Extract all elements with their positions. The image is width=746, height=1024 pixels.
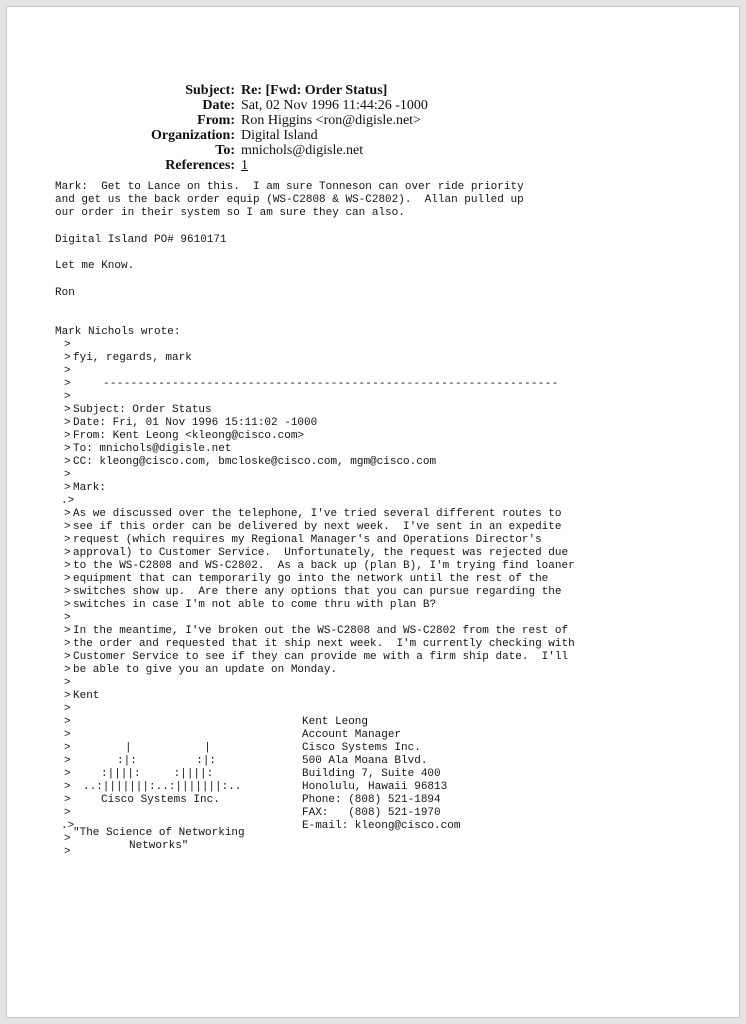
quote-marker: >	[64, 482, 71, 494]
quote-marker: >	[64, 833, 71, 845]
quote-marker: >	[64, 651, 71, 663]
quoted-body-line: switches show up. Are there any options that you can pursue regarding the	[73, 586, 562, 598]
quote-marker: >	[64, 417, 71, 429]
quote-marker: >	[64, 547, 71, 559]
po-line: Digital Island PO# 9610171	[55, 234, 227, 246]
quoted-body-line: to the WS-C2808 and WS-C2802. As a back up (plan B), I'm trying find loaner	[73, 560, 575, 572]
organization-label: Organization:	[151, 128, 235, 143]
quote-marker: .>	[61, 495, 75, 507]
quote-marker: >	[64, 729, 71, 741]
quote-marker: >	[64, 703, 71, 715]
subject-label: Subject:	[185, 83, 235, 98]
quoted-subject: Subject: Order Status	[73, 404, 212, 416]
tagline-line1: "The Science of Networking	[73, 827, 245, 839]
quoted-body-line: Customer Service to see if they can provide me with a firm ship date. I'll	[73, 651, 569, 663]
reply-signoff: Ron	[55, 287, 75, 299]
quote-marker: >	[64, 716, 71, 728]
reply-line: Mark: Get to Lance on this. I am sure Tonneson can over ride priority	[55, 181, 524, 193]
quote-marker: >	[64, 638, 71, 650]
quote-marker: >	[64, 339, 71, 351]
quote-marker: >	[64, 456, 71, 468]
reply-line: and get us the back order equip (WS-C2808 & WS-C2802). Allan pulled up	[55, 194, 524, 206]
quote-marker: .>	[61, 820, 75, 832]
document-page	[6, 6, 740, 1018]
references-link[interactable]: 1	[241, 158, 248, 173]
from-value: Ron Higgins <ron@digisle.net>	[241, 113, 421, 128]
cisco-logo-company: Cisco Systems Inc.	[101, 794, 220, 806]
quote-marker: >	[64, 521, 71, 533]
quoted-body-line: switches in case I'm not able to come thru with plan B?	[73, 599, 437, 611]
let-me-know: Let me Know.	[55, 260, 135, 272]
quote-marker: >	[64, 573, 71, 585]
date-value: Sat, 02 Nov 1996 11:44:26 -1000	[241, 98, 428, 113]
quote-marker: >	[64, 404, 71, 416]
quote-marker: >	[64, 625, 71, 637]
signature-fax: FAX: (808) 521-1970	[302, 807, 441, 819]
quote-marker: >	[64, 664, 71, 676]
cisco-logo-line: | |	[125, 742, 211, 754]
quote-marker: >	[64, 742, 71, 754]
quote-marker: >	[64, 612, 71, 624]
to-value: mnichols@digisle.net	[241, 143, 364, 158]
signature-address2: Building 7, Suite 400	[302, 768, 441, 780]
cisco-logo-line: :||||: :||||:	[101, 768, 214, 780]
tagline-line2: Networks"	[129, 840, 189, 852]
quote-marker: >	[64, 677, 71, 689]
quote-marker: >	[64, 794, 71, 806]
reply-line: our order in their system so I am sure they can also.	[55, 207, 405, 219]
quoted-separator: ------------------------------------------------------------------	[103, 378, 559, 390]
quote-marker: >	[64, 508, 71, 520]
signature-email: E-mail: kleong@cisco.com	[302, 820, 461, 832]
cisco-logo-line: ..:|||||||:..:|||||||:..	[83, 781, 242, 793]
quote-marker: >	[64, 807, 71, 819]
quote-marker: >	[64, 443, 71, 455]
date-label: Date:	[202, 98, 235, 113]
quote-marker: >	[64, 781, 71, 793]
quote-marker: >	[64, 560, 71, 572]
quote-attribution: Mark Nichols wrote:	[55, 326, 181, 338]
quoted-date: Date: Fri, 01 Nov 1996 15:11:02 -1000	[73, 417, 318, 429]
from-label: From:	[197, 113, 235, 128]
signature-address3: Honolulu, Hawaii 96813	[302, 781, 448, 793]
quote-marker: >	[64, 846, 71, 858]
quoted-signoff: Kent	[73, 690, 100, 702]
quoted-body-line: request (which requires my Regional Manager's and Operations Director's	[73, 534, 542, 546]
quote-marker: >	[64, 755, 71, 767]
quote-marker: >	[64, 430, 71, 442]
signature-title: Account Manager	[302, 729, 402, 741]
quoted-body-line: equipment that can temporarily go into the network until the rest of the	[73, 573, 549, 585]
quoted-from: From: Kent Leong <kleong@cisco.com>	[73, 430, 305, 442]
subject-value: Re: [Fwd: Order Status]	[241, 83, 388, 98]
quoted-body-line: see if this order can be delivered by next week. I've sent in an expedite	[73, 521, 562, 533]
organization-value: Digital Island	[241, 128, 318, 143]
signature-name: Kent Leong	[302, 716, 369, 728]
quoted-body-line: be able to give you an update on Monday.	[73, 664, 338, 676]
quote-marker: >	[64, 391, 71, 403]
quote-marker: >	[64, 365, 71, 377]
quote-marker: >	[64, 352, 71, 364]
signature-phone: Phone: (808) 521-1894	[302, 794, 441, 806]
quoted-body-line: approval) to Customer Service. Unfortunately, the request was rejected due	[73, 547, 569, 559]
quote-marker: >	[64, 586, 71, 598]
quoted-to: To: mnichols@digisle.net	[73, 443, 232, 455]
quote-marker: >	[64, 469, 71, 481]
quoted-body-line: As we discussed over the telephone, I've tried several different routes to	[73, 508, 562, 520]
signature-address1: 500 Ala Moana Blvd.	[302, 755, 428, 767]
quote-marker: >	[64, 378, 71, 390]
quote-marker: >	[64, 534, 71, 546]
quoted-fyi: fyi, regards, mark	[73, 352, 192, 364]
signature-company: Cisco Systems Inc.	[302, 742, 421, 754]
cisco-logo-line: :|: :|:	[117, 755, 217, 767]
quoted-salutation: Mark:	[73, 482, 107, 494]
quote-marker: >	[64, 690, 71, 702]
quoted-body-line: the order and requested that it ship next week. I'm currently checking with	[73, 638, 575, 650]
quote-marker: >	[64, 599, 71, 611]
quote-marker: >	[64, 768, 71, 780]
references-label: References:	[165, 158, 235, 173]
quoted-body-line: In the meantime, I've broken out the WS-C2808 and WS-C2802 from the rest of	[73, 625, 569, 637]
to-label: To:	[215, 143, 235, 158]
quoted-cc: CC: kleong@cisco.com, bmcloske@cisco.com, mgm@cisco.com	[73, 456, 437, 468]
